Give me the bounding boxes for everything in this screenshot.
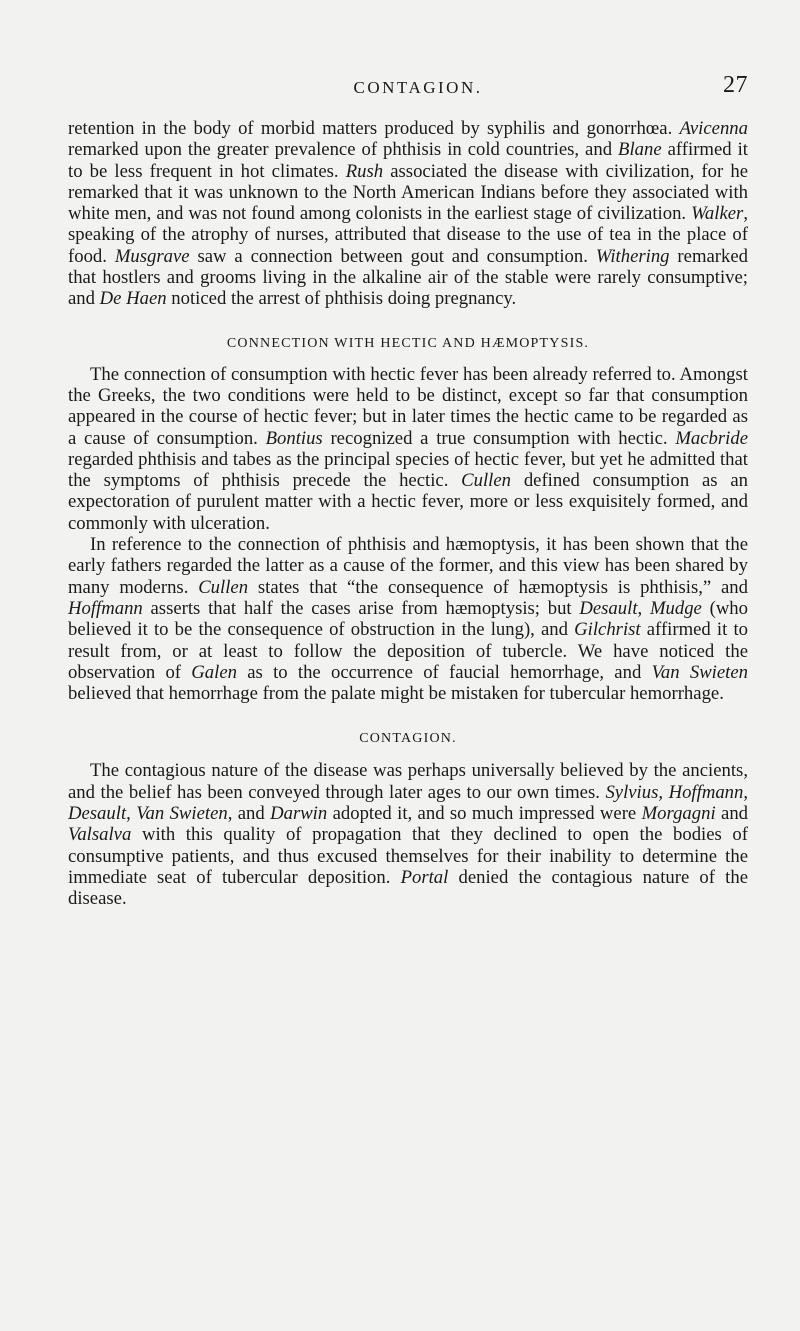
text: denied the contagious nature of the disease. — [68, 866, 748, 910]
author-name: Portal — [400, 866, 449, 888]
text: retention in the body of morbid matters produced by syphilis and gonorrhœa. — [68, 118, 680, 139]
author-name: Mudge — [649, 597, 702, 619]
author-name: Galen — [191, 661, 237, 683]
author-name: Blane — [618, 139, 662, 161]
text: The connection of consumption with hectic fever has been already referred to. Amongst the Greeks, the two conditions were held to be distinct, except so far that consumption appeared in the course of hectic fever; but in later times the hectic came to be regarded as a cause of consumption. — [68, 363, 748, 449]
text: saw a connection between gout and consumption. — [189, 245, 596, 267]
author-name: Van Swieten — [136, 803, 228, 825]
text: , — [658, 781, 669, 803]
author-name: Sylvius — [605, 781, 659, 803]
text: , speaking of the atrophy of nurses, attributed that disease to the use of tea in the place of food. — [68, 203, 748, 267]
author-name: Hoffmann — [668, 781, 744, 803]
text: (who believed it to be the consequence of obstruction in the lung), and — [68, 597, 748, 641]
text: affirmed it to result from, or at least to follow the deposition of tubercle. We have noticed the observation of — [68, 619, 748, 683]
author-name: Valsalva — [68, 824, 132, 846]
author-name: Musgrave — [114, 245, 190, 267]
text: asserts that half the cases arise from hæmoptysis; but — [142, 597, 580, 619]
text: , — [637, 597, 650, 619]
author-name: Cullen — [198, 576, 249, 598]
text: The contagious nature of the disease was perhaps universally believed by the ancients, and the belief has been conveyed through later ages to our own times. — [68, 760, 748, 803]
author-name: Withering — [595, 245, 670, 267]
text: defined consumption as an expectoration of purulent matter with a hectic fever, more or less exquisitely formed, and commonly with ulceration. — [68, 470, 748, 534]
text: , and — [227, 803, 271, 825]
text: adopted it, and so much impressed were — [327, 803, 642, 825]
paragraph-haemoptysis — [68, 534, 748, 704]
author-name: Bontius — [265, 427, 323, 449]
author-name: Gilchrist — [574, 619, 641, 641]
author-name: Morgagni — [641, 803, 716, 825]
author-name: Desault — [68, 803, 127, 825]
author-name: Avicenna — [679, 118, 748, 139]
text: associated the disease with civilization, for he remarked that it was unknown to the North American Indians before they associated with white men, and was not found among colonists in the earliest stage of civilization. — [68, 160, 748, 225]
author-name: Desault — [579, 597, 638, 619]
paragraph-continued — [68, 118, 748, 310]
text: regarded phthisis and tabes as the principal species of hectic fever, but yet he admitted that the symptoms of phthisis precede the hectic. — [68, 448, 748, 492]
author-name: Van Swieten — [651, 661, 748, 683]
text: as to the occurrence of faucial hemorrhage, and — [236, 661, 652, 683]
text: noticed the arrest of phthisis doing pregnancy. — [166, 288, 517, 310]
running-title: CONTAGION. — [353, 78, 483, 97]
paragraph-hectic — [68, 364, 748, 534]
author-name: Cullen — [461, 470, 512, 492]
section-heading-contagion: CONTAGION. — [359, 731, 457, 747]
paragraph-contagion — [68, 760, 748, 909]
text: and — [715, 803, 749, 825]
author-name: Darwin — [270, 803, 328, 825]
author-name: De Haen — [99, 288, 167, 310]
author-name: Hoffmann — [68, 597, 143, 619]
text: remarked that hostlers and grooms living in the alkaline air of the stable were rarely consumptive; and — [68, 245, 748, 310]
text: states that “the consequence of hæmoptysis is phthisis,” and — [248, 576, 748, 598]
text: , — [126, 803, 137, 825]
text: , — [743, 781, 749, 803]
running-head — [68, 0, 748, 118]
text: remarked upon the greater prevalence of phthisis in cold countries, and — [68, 139, 619, 161]
author-name: Rush — [345, 160, 384, 182]
section-heading-hectic: CONNECTION WITH HECTIC AND HÆMOPTYSIS. — [226, 335, 590, 351]
text: affirmed it to be less frequent in hot climates. — [68, 139, 748, 182]
author-name: Macbride — [675, 427, 748, 449]
text: recognized a true consumption with hectic. — [322, 427, 676, 449]
author-name: Walker — [691, 203, 744, 225]
text: In reference to the connection of phthisis and hæmoptysis, it has been shown that the early fathers regarded the latter as a cause of the former, and this view has been shared by many moderns. — [68, 534, 748, 598]
text: believed that hemorrhage from the palate might be mistaken for tubercular hemorrhage. — [68, 683, 724, 705]
page-number: 27 — [723, 72, 748, 98]
text: with this quality of propagation that they declined to open the bodies of consumptive patients, and thus excused themselves for their inability to determine the immediate seat of tubercular deposition. — [68, 824, 748, 888]
